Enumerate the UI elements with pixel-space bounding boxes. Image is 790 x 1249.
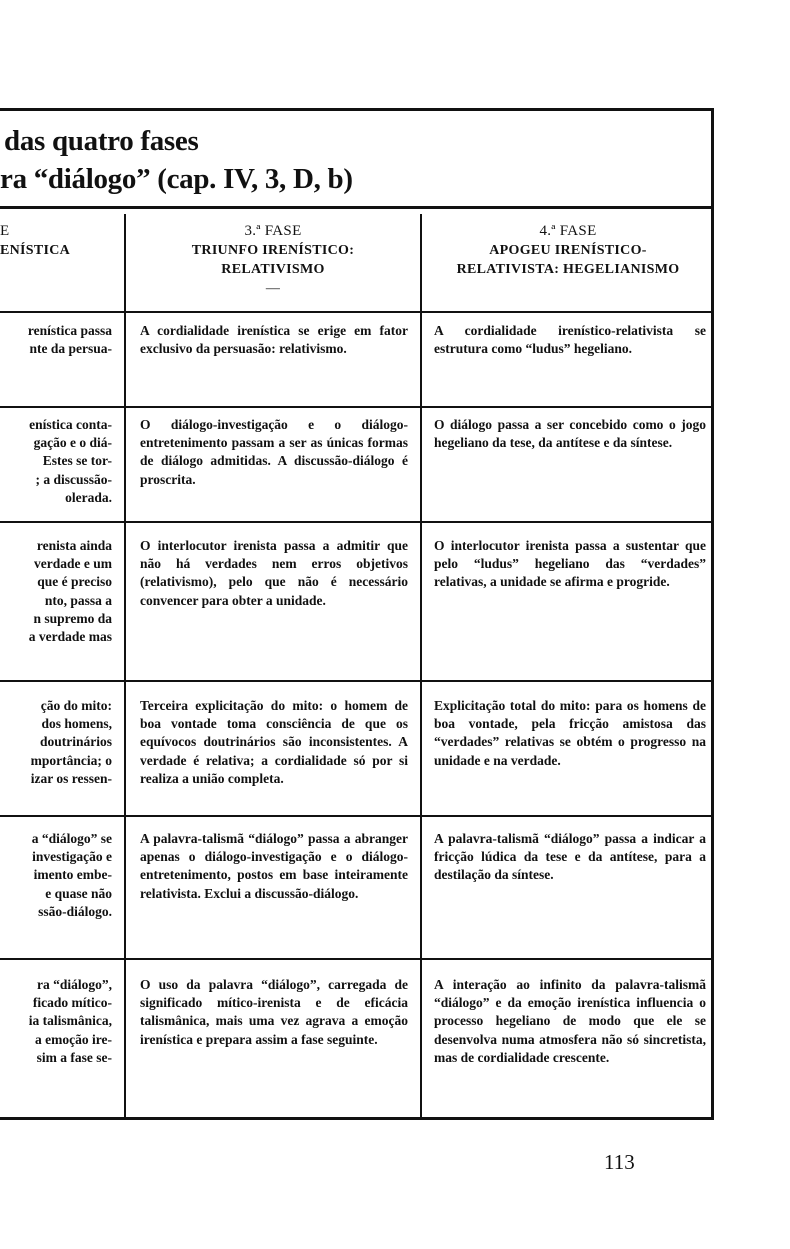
table-cell: O diálogo passa a ser concebido como o jogo hegeliano da tese, da antítese e da síntese. xyxy=(434,417,706,451)
table-cell: A cordialidade irenística se erige em fator exclusivo da persuasão: relativismo. xyxy=(140,323,408,357)
table-cell: O interlocutor irenista passa a sustentar que pelo “ludus” hegeliano das “verdades” relativas, a unidade se afirma e progride. xyxy=(434,538,706,590)
table-cell: O interlocutor irenista passa a admitir que não há verdades nem erros objetivos (relativismo), pelo que não é necessário convencer para obter a unidade. xyxy=(140,538,408,608)
table-cell: Terceira explicitação do mito: o homem de boa vontade toma consciência de que os equívocos doutrinários são inconsistentes. A verdade é relativa; a cordialidade só por si realiza a união completa. xyxy=(140,698,408,786)
table-cell: A interação ao infinito da palavra-talismã “diálogo” e da emoção irenística influencia o processo hegeliano de modo que ele se desenvolva numa atmosfera não só sincretista, mas de cordialidade crescente. xyxy=(434,977,706,1065)
column-divider xyxy=(420,214,422,1120)
column-header-3 xyxy=(150,222,396,298)
column-header-title: TRIUNFO IRENÍSTICO: RELATIVISMO xyxy=(191,243,355,277)
column-header-phase: 3.ª FASE xyxy=(244,223,302,239)
row-divider xyxy=(0,406,711,408)
table-cell: ra “diálogo”, ficado mítico- ia talismânica, a emoção ire- sim a fase se- xyxy=(28,977,112,1065)
table-cell: a “diálogo” se investigação e imento embe- e quase não ssão-diálogo. xyxy=(31,831,112,919)
table-cell: A palavra-talismã “diálogo” passa a indicar a fricção lúdica da tese e da antítese, para a destilação da síntese. xyxy=(434,831,706,883)
column-header-phase: 4.ª FASE xyxy=(539,223,597,239)
table-title-block xyxy=(0,111,711,209)
row-divider xyxy=(0,311,711,313)
table-cell: Explicitação total do mito: para os homens de boa vontade, pela fricção amistosa das “verdades” relativas se obtém o progresso na unidade e na verdade. xyxy=(434,698,706,768)
table-cell: renística passa nte da persua- xyxy=(27,323,112,357)
column-header-title: APOGEU IRENÍSTICO-RELATIVISTA: HEGELIANISMO xyxy=(456,243,680,277)
column-divider xyxy=(124,214,126,1120)
table-cell: renista ainda verdade e um que é preciso nto, passa a n supremo da a verdade mas xyxy=(28,538,112,645)
table-cell: ção do mito: dos homens, doutrinários mportância; o izar os ressen- xyxy=(30,698,112,786)
column-header-2 xyxy=(0,222,118,260)
table-title-line-2: ra “diálogo” (cap. IV, 3, D, b) xyxy=(0,163,353,195)
table-cell: A cordialidade irenístico-relativista se estrutura como “ludus” hegeliano. xyxy=(434,323,706,357)
table-title-line-1: das quatro fases xyxy=(4,125,199,157)
column-header-4 xyxy=(450,222,686,279)
page-number: 113 xyxy=(604,1150,635,1174)
column-header-phase: E xyxy=(0,223,10,239)
row-divider xyxy=(0,815,711,817)
row-divider xyxy=(0,958,711,960)
row-divider xyxy=(0,521,711,523)
column-header-title: ENÍSTICA xyxy=(0,243,71,258)
table-cell: O diálogo-investigação e o diálogo-entretenimento passam a ser as únicas formas de diálogo admitidas. A discussão-diálogo é proscrita. xyxy=(140,417,408,487)
column-header-dash: — xyxy=(265,281,281,296)
row-divider xyxy=(0,680,711,682)
table-cell: A palavra-talismã “diálogo” passa a abranger apenas o diálogo-investigação e o diálogo-entretenimento, postos em base inteiramente relativista. Exclui a discussão-diálogo. xyxy=(140,831,408,901)
table-cell: enística conta- gação e o diá- Estes se tor- ; a discussão- olerada. xyxy=(29,417,112,505)
table-cell: O uso da palavra “diálogo”, carregada de significado mítico-irenista e de eficácia talismânica, mais uma vez agrava a emoção irenística e prepara assim a fase seguinte. xyxy=(140,977,408,1047)
